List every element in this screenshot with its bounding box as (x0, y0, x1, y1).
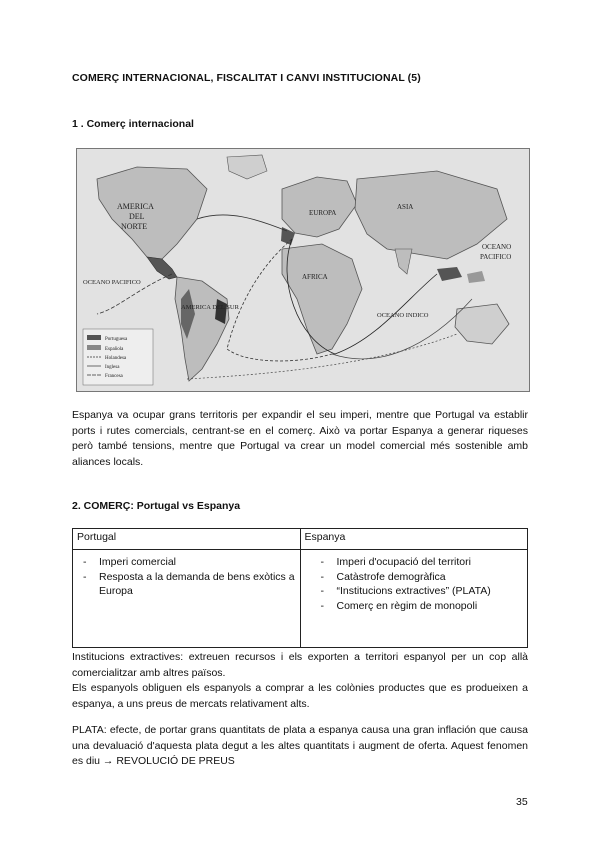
label-asia: ASIA (397, 203, 414, 211)
section-heading-1: 1 . Comerç internacional (72, 118, 194, 130)
table-header-espanya: Espanya (300, 529, 528, 550)
paragraph-2: Institucions extractives: extreuen recursos i els exporten a territori espanyol per un cop allà comercialitzar amb altres països. (72, 651, 528, 679)
map-illustration (77, 149, 529, 391)
historical-trade-map (76, 148, 530, 392)
list-item: - Comerç en règim de monopoli (315, 599, 524, 614)
label-oceano-indico: OCEANO INDICO (377, 312, 429, 319)
paragraph-1: Espanya va ocupar grans territoris per expandir el seu imperi, mentre que Portugal va establir ports i rutes comercials, centrant-se en el comerç. Això va portar Espanya a generar riqueses però també tensions, mentre que Portugal va crear un model comercial més sostenible amb aliances locals. (72, 409, 528, 468)
label-oceano-pacifico-left: OCEANO PACIFICO (83, 279, 141, 286)
label-america-norte-3: NORTE (121, 222, 148, 231)
legend-item-3: Inglesa (105, 365, 120, 370)
section-heading-2: 2. COMERÇ: Portugal vs Espanya (72, 500, 241, 512)
list-item: - Imperi comercial (77, 555, 296, 570)
label-oceano-pacifico-1: OCEANO (482, 243, 512, 251)
label-america-norte-1: AMERICA (117, 202, 154, 211)
comparison-table (72, 528, 528, 648)
label-america-norte-2: DEL (129, 212, 145, 221)
page-number: 35 (516, 796, 528, 808)
page-title: COMERÇ INTERNACIONAL, FISCALITAT I CANVI INSTITUCIONAL (5) (72, 72, 421, 84)
paragraph-4: PLATA: efecte, de portar grans quantitats de plata a espanya causa una gran inflación que causa una devaluació d'aquesta plata degut a les altes quantitats i augment de oferta. Aquest fenomen es diu → REVOLUCIÓ DE PREUS (72, 724, 528, 767)
paragraph-3: Els espanyols obliguen els espanyols a comprar a les colònies productes que es produeixen a espanya, a uns preus de mercats relativament alts. (72, 682, 528, 710)
list-item: - Imperi d'ocupació del territori (315, 555, 524, 570)
label-europa: EUROPA (309, 209, 337, 217)
table-header-portugal: Portugal (73, 529, 301, 550)
label-oceano-pacifico-2: PACIFICO (480, 253, 512, 261)
legend-item-1: Española (105, 347, 124, 352)
table-cell-espanya (300, 550, 528, 648)
list-item: - “Institucions extractives” (PLATA) (315, 584, 524, 599)
list-item: - Resposta a la demanda de bens exòtics a Europa (77, 570, 296, 599)
label-africa: AFRICA (302, 273, 328, 281)
table-cell-portugal (73, 550, 301, 648)
legend-item-0: Portuguesa (105, 337, 128, 342)
list-item: - Catàstrofe demogràfica (315, 570, 524, 585)
legend-item-2: Holandesa (105, 356, 127, 361)
legend-item-4: Francesa (105, 374, 123, 379)
map-legend (83, 329, 153, 385)
label-america-sur: AMERICA DEL SUR (181, 304, 239, 311)
